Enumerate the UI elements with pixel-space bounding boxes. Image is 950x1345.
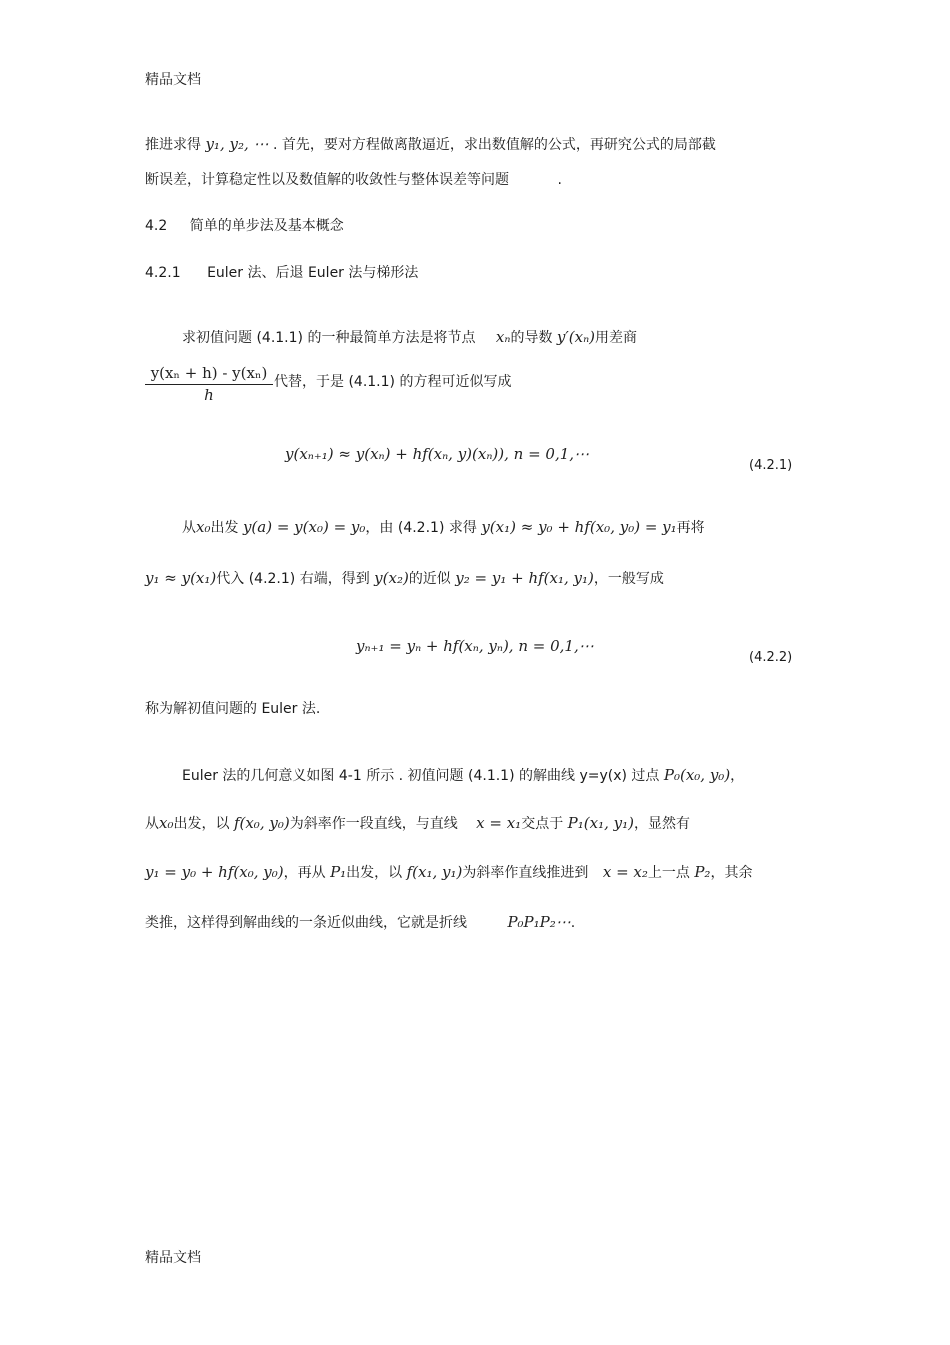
p2-text: 出发: [210, 520, 239, 536]
paragraph-3: 称为解初值问题的 Euler 法.: [145, 701, 321, 717]
difference-quotient-fraction: [145, 364, 273, 404]
formula-f-x1-y1: f(x₁, y₁): [406, 863, 463, 881]
formula-y1-euler: y₁ = y₀ + hf(x₀, y₀): [145, 863, 284, 881]
paragraph-4-line-4: [145, 912, 575, 933]
p4-text: ，: [730, 768, 745, 784]
p1-text: 代替，于是 (4.1.1) 的方程可近似写成: [274, 374, 512, 390]
formula-y2: y₂ = y₁ + hf(x₁, y₁): [455, 569, 594, 587]
p2-text: ，由 (4.2.1) 求得: [365, 520, 477, 536]
p4-text: ，显然有: [633, 816, 690, 832]
p1-text: 求初值问题 (4.1.1) 的一种最简单方法是将节点: [182, 330, 476, 346]
p4-text: ，其余: [710, 865, 753, 881]
equation-number-4-2-2: (4.2.2): [749, 650, 793, 665]
equation-4-2-2: yₙ₊₁ = yₙ + hf(xₙ, yₙ), n = 0,1,⋯: [356, 637, 594, 655]
intro-text: 断误差，计算稳定性以及数值解的收敛性与整体误差等问题: [145, 172, 509, 188]
intro-line-1: [145, 134, 716, 155]
formula-y-sequence: y₁, y₂, ⋯: [205, 135, 269, 153]
formula-x0: x₀: [196, 518, 211, 536]
formula-yx2: y(x₂): [374, 569, 409, 587]
page-footer: 精品文档: [145, 1250, 201, 1266]
p4-text: ，再从: [283, 865, 326, 881]
paragraph-4-line-2: [145, 813, 690, 834]
p2-text: 从: [182, 520, 196, 536]
formula-P1-point: P₁: [330, 863, 347, 881]
intro-period: .: [557, 172, 562, 188]
p4-text: 出发，以: [346, 865, 403, 881]
p2-text: 再将: [676, 520, 705, 536]
paragraph-2-line-1: [182, 517, 705, 538]
p4-text: 出发，以: [173, 816, 230, 832]
fraction-numerator: y(xₙ + h) - y(xₙ): [145, 364, 273, 385]
p4-text: Euler 法的几何意义如图 4-1 所示 . 初值问题 (4.1.1) 的解曲线 y=y(x) 过点: [182, 768, 660, 784]
p4-text: 为斜率作一段直线，与直线: [289, 816, 458, 832]
formula-f-x0-y0: f(x₀, y₀): [233, 814, 290, 832]
formula-xn: xₙ: [495, 328, 511, 346]
p4-text: 为斜率作直线推进到: [462, 865, 589, 881]
formula-initial-value: y(a) = y(x₀) = y₀: [242, 518, 366, 536]
p2-text: 的近似: [408, 571, 451, 587]
formula-P2: P₂: [694, 863, 711, 881]
subsection-number: 4.2.1: [145, 265, 181, 281]
paragraph-1-line-2: [274, 372, 511, 392]
p2-text: ，一般写成: [593, 571, 664, 587]
p4-text: .: [570, 915, 576, 931]
formula-y1-approx: y(x₁) ≈ y₀ + hf(x₀, y₀) = y₁: [481, 518, 677, 536]
paragraph-4-line-3: [145, 862, 752, 883]
formula-polyline: P₀P₁P₂⋯: [507, 913, 571, 931]
formula-x-eq-x2: x = x₂: [602, 863, 648, 881]
p1-text: 的导数: [510, 330, 553, 346]
equation-4-2-1: y(xₙ₊₁) ≈ y(xₙ) + hf(xₙ, y)(xₙ)), n = 0,1,⋯: [285, 445, 590, 463]
formula-x0: x₀: [159, 814, 174, 832]
subsection-heading: [145, 263, 418, 283]
intro-line-2: [145, 170, 562, 190]
formula-y1-yx1: y₁ ≈ y(x₁): [145, 569, 217, 587]
intro-text: . 首先，要对方程做离散逼近，求出数值解的公式，再研究公式的局部截: [272, 137, 716, 153]
page-header: 精品文档: [145, 72, 201, 88]
section-title: 简单的单步法及基本概念: [189, 218, 344, 234]
formula-x-eq-x1: x = x₁: [476, 814, 522, 832]
p2-text: 代入 (4.2.1) 右端，得到: [216, 571, 370, 587]
fraction-denominator: h: [204, 386, 214, 404]
p1-text: 用差商: [595, 330, 638, 346]
paragraph-1-line-1: [182, 327, 637, 348]
formula-P0: P₀(x₀, y₀): [663, 766, 731, 784]
intro-text: 推进求得: [145, 137, 201, 153]
formula-P1: P₁(x₁, y₁): [567, 814, 634, 832]
p4-text: 交点于: [521, 816, 564, 832]
paragraph-4-line-1: [182, 765, 744, 786]
p4-text: 上一点: [647, 865, 690, 881]
section-number: 4.2: [145, 218, 168, 234]
formula-derivative: y′(xₙ): [556, 328, 596, 346]
p4-text: 类推，这样得到解曲线的一条近似曲线，它就是折线: [145, 915, 467, 931]
equation-number-4-2-1: (4.2.1): [749, 458, 793, 473]
p4-text: 从: [145, 816, 159, 832]
section-heading: [145, 216, 344, 236]
subsection-title: Euler 法、后退 Euler 法与梯形法: [207, 265, 419, 281]
paragraph-2-line-2: [145, 568, 664, 589]
